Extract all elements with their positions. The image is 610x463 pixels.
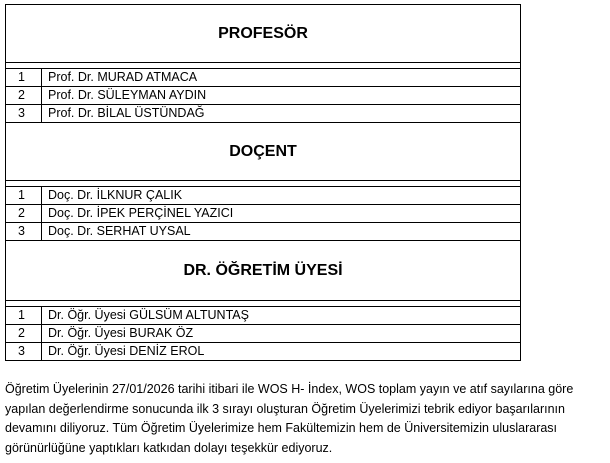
row-number: 2 xyxy=(6,87,42,104)
row-name: Prof. Dr. MURAD ATMACA xyxy=(48,70,198,84)
table-row xyxy=(6,343,520,361)
table-row xyxy=(6,187,520,205)
table-row xyxy=(6,307,520,325)
row-number: 3 xyxy=(6,343,42,360)
row-name: Doç. Dr. İPEK PERÇİNEL YAZICI xyxy=(48,206,234,220)
row-name: Prof. Dr. SÜLEYMAN AYDIN xyxy=(48,88,207,102)
table-row xyxy=(6,105,520,123)
ranking-table xyxy=(5,4,521,361)
table-row xyxy=(6,325,520,343)
section-title-associate-professor: DOÇENT xyxy=(6,123,520,181)
table-row xyxy=(6,223,520,241)
section-title-assistant-professor: DR. ÖĞRETİM ÜYESİ xyxy=(6,241,520,301)
row-name: Doç. Dr. İLKNUR ÇALIK xyxy=(48,188,183,202)
table-row xyxy=(6,69,520,87)
row-number: 1 xyxy=(6,307,42,324)
table-row xyxy=(6,205,520,223)
congratulation-paragraph: Öğretim Üyelerinin 27/01/2026 tarihi itibari ile WOS H- İndex, WOS toplam yayın ve atıf sayılarına göre yapılan değerlendirme sonucunda ilk 3 sırayı oluşturan Öğretim Üyelerimizi tebrik ediyor başarılarının devamını diliyoruz. Tüm Öğretim Üyelerimize hem Fakültemizin hem de Üniversitemizin uluslararası görünürlüğüne yaptıkları katkıdan dolayı teşekkür ediyoruz. xyxy=(5,382,574,455)
row-number: 2 xyxy=(6,325,42,342)
row-number: 1 xyxy=(6,187,42,204)
row-name: Dr. Öğr. Üyesi DENİZ EROL xyxy=(48,344,205,358)
row-number: 1 xyxy=(6,69,42,86)
section-title-professor: PROFESÖR xyxy=(6,5,520,63)
row-name: Dr. Öğr. Üyesi BURAK ÖZ xyxy=(48,326,194,340)
row-name: Dr. Öğr. Üyesi GÜLSÜM ALTUNTAŞ xyxy=(48,308,249,322)
table-row xyxy=(6,87,520,105)
row-number: 3 xyxy=(6,223,42,240)
row-number: 3 xyxy=(6,105,42,122)
row-name: Doç. Dr. SERHAT UYSAL xyxy=(48,224,191,238)
row-name: Prof. Dr. BİLAL ÜSTÜNDAĞ xyxy=(48,106,205,120)
row-number: 2 xyxy=(6,205,42,222)
